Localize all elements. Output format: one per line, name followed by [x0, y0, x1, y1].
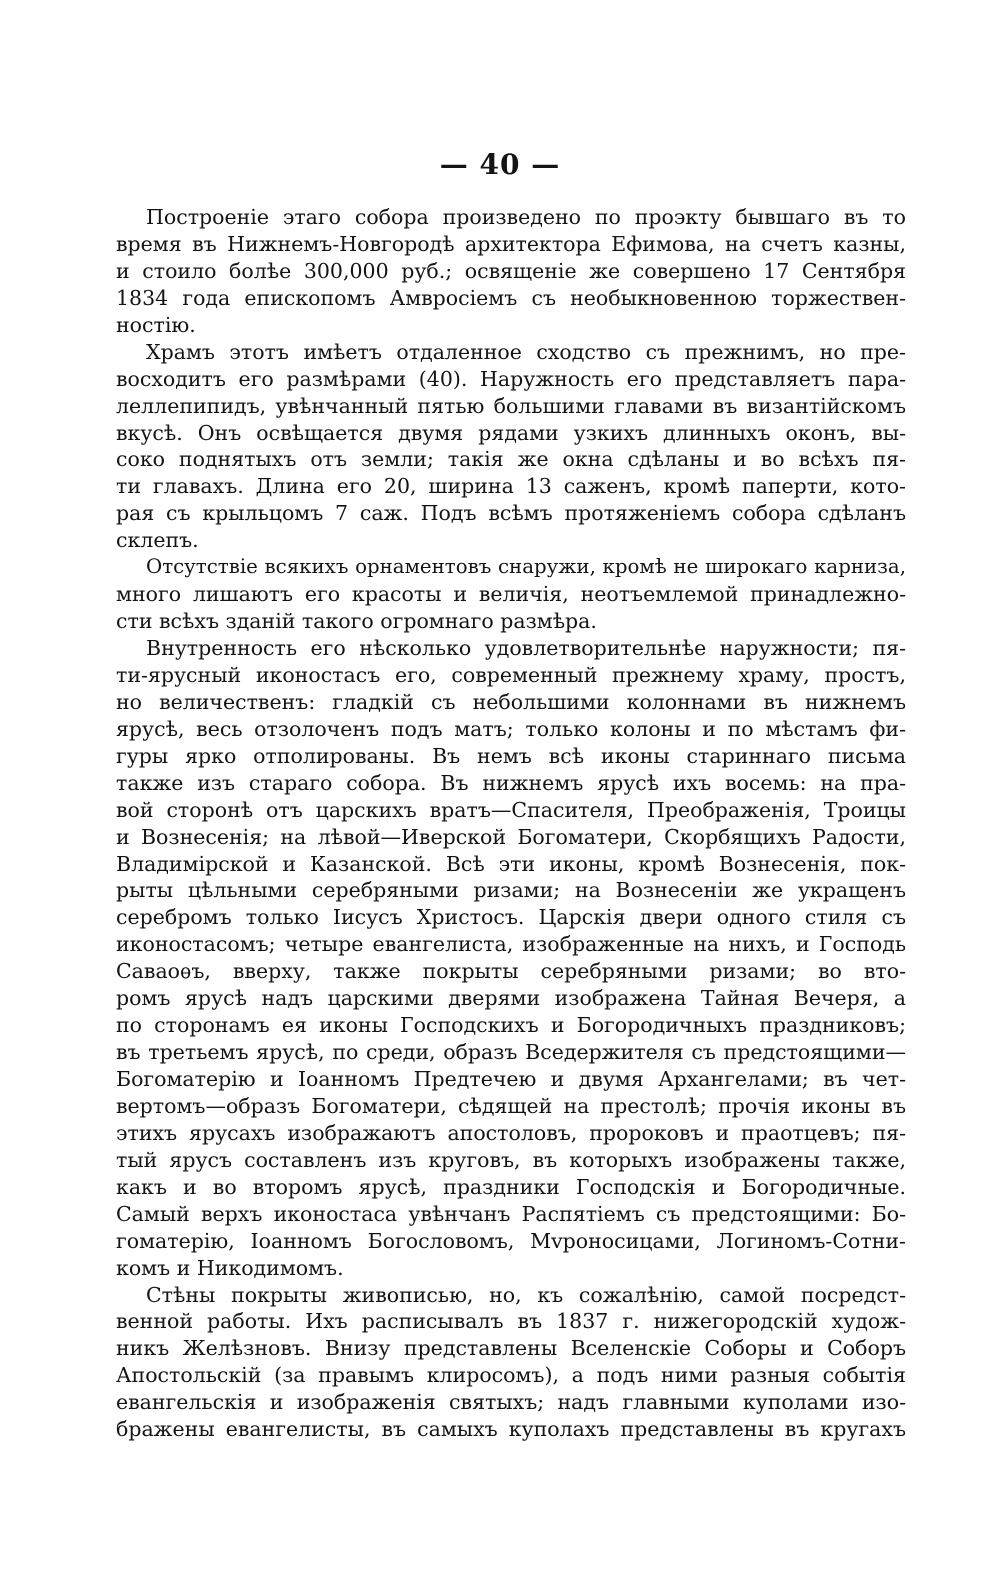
page-number: — 40 —	[439, 148, 561, 181]
text-line: никъ Желѣзновъ. Внизу представлены Вселенскіе Соборы и Соборъ	[116, 1336, 906, 1361]
text-line: Богоматерію и Іоанномъ Предтечею и двумя Архангелами; въ чет-	[116, 1067, 906, 1091]
text-line: Отсутствіе всякихъ орнаментовъ снаружи, кромѣ не широкаго карниза,	[146, 555, 906, 579]
text-line: этихъ ярусахъ изображаютъ апостоловъ, пророковъ и праотцевъ; пя-	[116, 1120, 906, 1145]
text-line: сти всѣхъ зданій такого огромнаго размѣра.	[116, 609, 597, 634]
text-line: Внутренность его нѣсколько удовлетворительнѣе наружности; пя-	[146, 636, 906, 660]
text-line: иконостасомъ; четыре евангелиста, изображенные на нихъ, и Господь	[116, 932, 906, 957]
text-line: вой сторонѣ отъ царскихъ вратъ—Спасителя, Преображенія, Троицы	[116, 797, 906, 822]
text-line: и стоило болѣе 300,000 руб.; освященіе же совершено 17 Сентября	[116, 258, 906, 283]
text-line: Построеніе этаго собора произведено по проэкту бывшаго въ то	[146, 205, 906, 229]
text-line: комъ и Никодимомъ.	[116, 1255, 344, 1280]
text-line: гоматерію, Іоанномъ Богословомъ, Мvроносицами, Логиномъ-Сотни-	[116, 1228, 906, 1253]
text-line: вкусѣ. Онъ освѣщается двумя рядами узкихъ длинныхъ оконъ, вы-	[116, 420, 906, 445]
text-line: вертомъ—образъ Богоматери, сѣдящей на престолѣ; прочія иконы въ	[116, 1093, 906, 1118]
text-line: Стѣны покрыты живописью, но, къ сожалѣнію, самой посредст-	[146, 1282, 906, 1307]
text-line: время въ Нижнемъ-Новгородѣ архитектора Ефимова, на счетъ казны,	[116, 231, 906, 256]
text-line: и Вознесенія; на лѣвой—Иверской Богоматери, Скорбящихъ Радости,	[116, 824, 906, 849]
text-line: Апостольскій (за правымъ клиросомъ), а подъ ними разныя событія	[116, 1363, 906, 1388]
text-line: ностію.	[116, 312, 196, 337]
text-line: Самый верхъ иконостаса увѣнчанъ Распятіемъ съ предстоящими: Бо-	[116, 1201, 906, 1226]
text-line: леллепипидъ, увѣнчанный пятью большими главами въ византійскомъ	[116, 393, 906, 418]
text-line: склепъ.	[116, 528, 199, 553]
text-line: 1834 года епископомъ Амвросіемъ съ необыкновенною торжествен-	[116, 285, 906, 310]
text-line: венной работы. Ихъ расписывалъ въ 1837 г. нижегородскій худож-	[116, 1309, 906, 1334]
text-line: Саваоѳъ, вверху, также покрыты серебряными ризами; во вто-	[116, 959, 906, 984]
text-line: ти главахъ. Длина его 20, ширина 13 саженъ, кромѣ паперти, кото-	[116, 474, 906, 499]
text-line: соко поднятыхъ отъ земли; такія же окна сдѣланы и во всѣхъ пя-	[116, 447, 906, 472]
text-line: серебромъ только Іисусъ Христосъ. Царскія двери одного стиля съ	[116, 905, 906, 930]
text-line: много лишаютъ его красоты и величія, неотъемлемой принадлежно-	[116, 582, 906, 607]
text-line: Владимірской и Казанской. Всѣ эти иконы, кромѣ Вознесенія, пок-	[116, 851, 906, 876]
text-line: какъ и во второмъ ярусѣ, праздники Господскія и Богородичные.	[116, 1174, 906, 1199]
text-line: бражены евангелисты, въ самыхъ куполахъ представлены въ кругахъ	[116, 1417, 906, 1442]
text-line: рыты цѣльными серебряными ризами; на Вознесеніи же укращенъ	[116, 878, 906, 903]
text-line: въ третьемъ ярусѣ, по среди, образъ Вседержителя съ предстоящими—	[116, 1040, 906, 1065]
text-line: тый ярусъ составленъ изъ круговъ, въ которыхъ изображены также,	[116, 1147, 906, 1172]
text-line: но величественъ: гладкій съ небольшими колоннами въ нижнемъ	[116, 689, 906, 714]
text-line: гуры ярко отполированы. Въ немъ всѣ иконы стариннаго письма	[116, 743, 906, 768]
text-line: ромъ ярусѣ надъ царскими дверями изображена Тайная Вечеря, а	[116, 986, 906, 1011]
body-text	[116, 204, 906, 1443]
text-line: евангельскія и изображенія святыхъ; надъ главными куполами изо-	[116, 1390, 906, 1415]
text-line: ти-ярусный иконостасъ его, современный прежнему храму, простъ,	[116, 662, 906, 687]
text-line: ярусѣ, весь отзолоченъ подъ матъ; только колоны и по мѣстамъ фи-	[116, 716, 906, 741]
text-line: по сторонамъ ея иконы Господскихъ и Богородичныхъ праздниковъ;	[116, 1013, 906, 1038]
text-line: Храмъ этотъ имѣетъ отдаленное сходство съ прежнимъ, но пре-	[146, 339, 906, 364]
text-line: рая съ крыльцомъ 7 саж. Подъ всѣмъ протяженіемъ собора сдѣланъ	[116, 501, 906, 526]
text-line: восходитъ его размѣрами (40). Наружность его представляетъ пара-	[116, 366, 906, 391]
text-line: также изъ стараго собора. Въ нижнемъ ярусѣ ихъ восемь: на пра-	[116, 770, 906, 795]
